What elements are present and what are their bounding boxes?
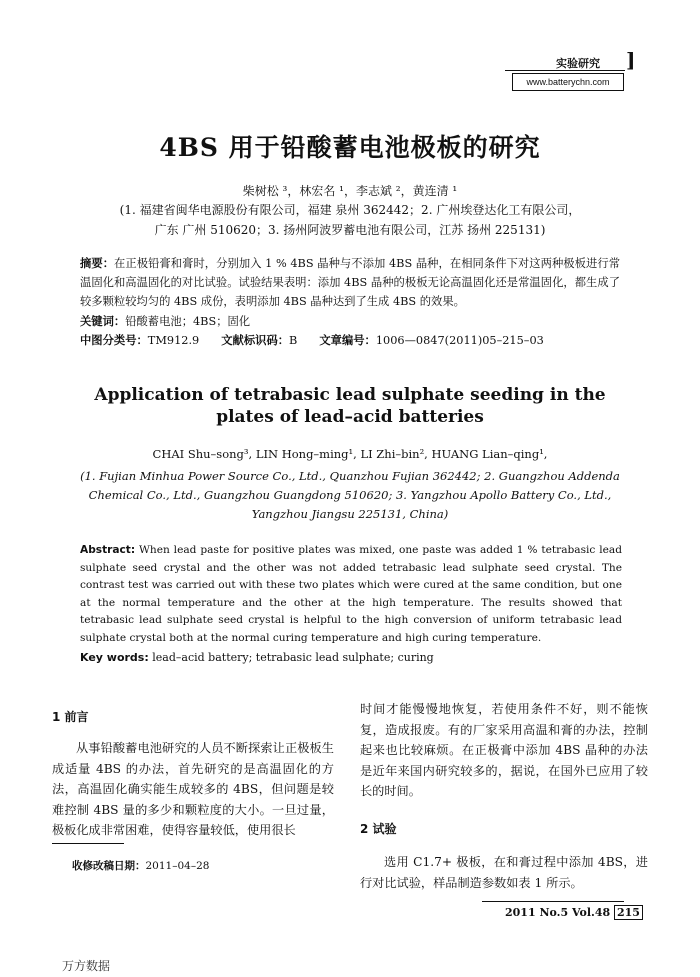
clc-value: TM912.9 xyxy=(147,334,200,347)
section-2-paragraph: 选用 C1.7+ 极板，在和膏过程中添加 4BS，进行对比试验，样品制造参数如表 1 所示。 xyxy=(360,855,648,890)
keywords-en xyxy=(80,651,434,664)
footer-rule xyxy=(482,901,624,902)
affiliation-en-line: (1. Fujian Minhua Power Source Co., Ltd., Quanzhou Fujian 362442; 2. Guangzhou Addenda xyxy=(80,469,620,483)
title-en-line: Application of tetrabasic lead sulphate seeding in the xyxy=(94,385,606,405)
received-date: 2011–04–28 xyxy=(145,860,210,872)
classification-line xyxy=(80,332,640,348)
authors-cn: 柴树松 ³，林宏名 ¹，李志斌 ²，黄连清 ¹ xyxy=(242,184,458,198)
affiliations-en xyxy=(80,467,620,524)
watermark-text: 万方数据 xyxy=(62,959,111,973)
keywords-en-text: lead–acid battery; tetrabasic lead sulphate; curing xyxy=(152,651,434,664)
section-2-heading: 2 试验 xyxy=(360,822,397,836)
doc-code-label: 文献标识码： xyxy=(221,334,290,347)
abstract-cn xyxy=(80,254,620,311)
paper-title-en xyxy=(0,384,700,428)
header-rule xyxy=(505,70,625,71)
article-no-value: 1006—0847(2011)05–215–03 xyxy=(375,334,544,347)
affiliation-en-line: Yangzhou Jiangsu 225131, China) xyxy=(251,507,449,521)
journal-column-name: 实验研究 xyxy=(556,57,600,70)
affiliation-en-line: Chemical Co., Ltd., Guangzhou Guangdong 510620; 3. Yangzhou Apollo Battery Co., Ltd., xyxy=(88,488,612,502)
right-column-paragraph: 时间才能慢慢地恢复，若使用条件不好，则不能恢复，造成报废。有的厂家采用高温和膏的办法，控制起来也比较麻烦。在正极膏中添加 4BS 晶种的办法是近年来国内研究较多的，据说，在国外已应用了较长的时间。 xyxy=(360,702,648,798)
section-1-paragraph: 从事铅酸蓄电池研究的人员不断探索让正极板生成适量 4BS 的办法，首先研究的是高温固化的方法，高温固化确实能生成较多的 4BS，但问题是较难控制 4BS 量的多少和颗粒度的大小。一旦过量，极板化成非常困难，使得容量较低，使用很长 xyxy=(52,741,334,837)
abstract-cn-text: 在正极铅膏和膏时，分别加入 1 % 4BS 晶种与不添加 4BS 晶种，在相同条件下对这两种极板进行常温固化和高温固化的对比试验。试验结果表明：添加 4BS 晶种的极板无论高温固化还是常温固化，都生成了较多颗粒较均匀的 4BS 成份，表明添加 4BS 晶种达到了生成 4BS 的效果。 xyxy=(80,257,620,308)
abstract-cn-label: 摘要： xyxy=(80,257,115,270)
clc-label: 中图分类号： xyxy=(80,334,148,347)
affiliation-cn-line: (1. 福建省闽华电源股份有限公司，福建 泉州 362442；2. 广州埃登达化工有限公司， xyxy=(119,203,581,217)
page-number: 215 xyxy=(614,905,643,920)
issue-info: 2011 No.5 Vol.48 xyxy=(505,906,611,919)
footnote xyxy=(72,858,209,873)
affiliations-cn xyxy=(80,200,620,240)
affiliation-cn-line: 广东 广州 510620；3. 扬州阿波罗蓄电池有限公司，江苏 扬州 225131) xyxy=(154,223,546,237)
abstract-en-text: When lead paste for positive plates was mixed, one paste was added 1 % tetrabasic lead sulphate seed crystal and the other was not added tetrabasic lead sulphate seed crystal. The contrast test was carried out with these two plates which were cured at the same condition, but one at the normal temperature and the other at the high temperature. The results showed that tetrabasic lead sulphate seed crystal is helpful to the high conversion of uniform tetrabasic lead sulphate crystal both at the normal curing temperature and high curing temperature. xyxy=(80,544,622,644)
doc-code-value: B xyxy=(289,334,298,347)
section-1-heading: 1 前言 xyxy=(52,710,89,724)
authors-en: CHAI Shu–song³, LIN Hong–ming¹, LI Zhi–bin², HUANG Lian–qing¹, xyxy=(152,447,548,461)
abstract-en xyxy=(80,542,622,648)
title-en-line: plates of lead–acid batteries xyxy=(216,407,484,427)
paper-title-cn: 4BS 用于铅酸蓄电池极板的研究 xyxy=(159,133,541,162)
received-date-label: 收修改稿日期： xyxy=(72,860,146,872)
bracket-ornament: ] xyxy=(626,48,636,72)
journal-website: www.batterychn.com xyxy=(512,73,624,91)
keywords-en-label: Key words: xyxy=(80,651,149,664)
keywords-cn-text: 铅酸蓄电池；4BS；固化 xyxy=(125,315,251,328)
keywords-cn-label: 关键词： xyxy=(80,315,126,328)
page-footer xyxy=(505,906,643,919)
keywords-cn xyxy=(80,313,250,329)
article-no-label: 文章编号： xyxy=(319,334,376,347)
footnote-rule xyxy=(52,843,124,844)
abstract-en-label: Abstract: xyxy=(80,544,136,556)
